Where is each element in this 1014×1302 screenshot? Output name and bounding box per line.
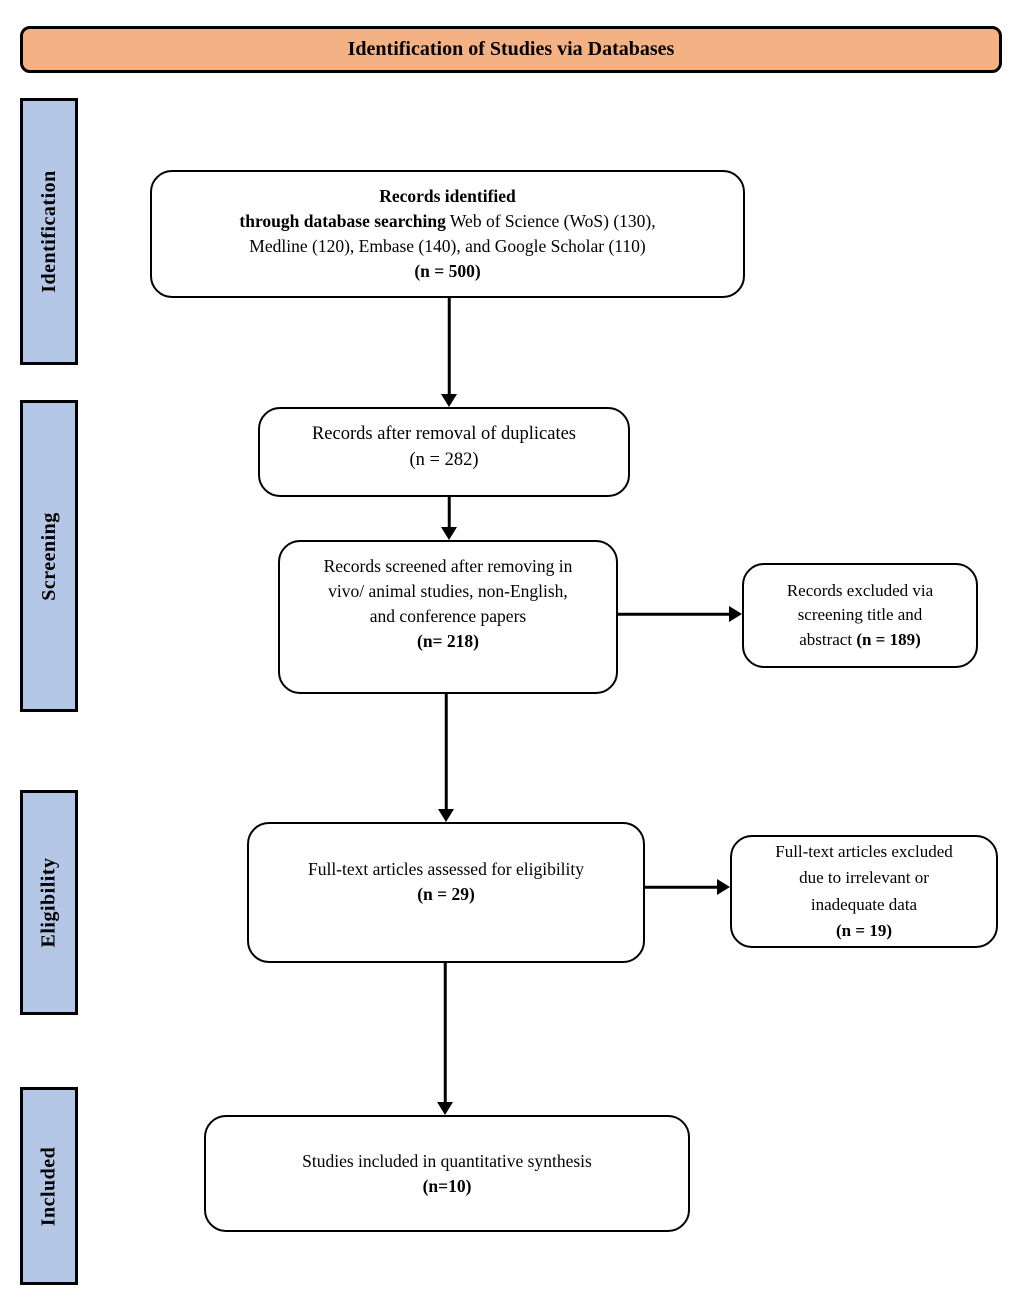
excluded-screening-line2: screening title and xyxy=(797,605,923,625)
records-identified-line1: Records identified xyxy=(379,186,516,207)
excluded-title-abstract-box xyxy=(742,563,978,668)
stage-bar-included xyxy=(20,1087,78,1285)
fulltext-excluded-line1: Full-text articles excluded xyxy=(775,841,953,861)
arrow-shaft xyxy=(448,298,451,396)
included-synthesis-count: (n=10) xyxy=(422,1175,472,1196)
arrow-duplicates-to-screened xyxy=(441,497,457,540)
arrow-head-right-icon xyxy=(717,879,730,895)
excluded-screening-line1: Records excluded via xyxy=(786,581,934,601)
stage-label-eligibility: Eligibility xyxy=(37,857,60,948)
duplicates-removed-count: (n = 282) xyxy=(409,450,479,471)
arrow-head-down-icon xyxy=(437,1102,453,1115)
arrow-shaft xyxy=(618,613,731,616)
records-identified-line3: Medline (120), Embase (140), and Google Scholar (110) xyxy=(249,236,646,256)
arrow-shaft xyxy=(645,886,719,889)
stage-bar-identification xyxy=(20,98,78,365)
arrow-head-right-icon xyxy=(729,606,742,622)
duplicates-removed-line1: Records after removal of duplicates xyxy=(311,424,577,444)
records-screened-box xyxy=(278,540,618,694)
page-title: Identification of Studies via Databases xyxy=(347,38,675,60)
arrow-shaft xyxy=(445,694,448,811)
arrow-shaft xyxy=(448,497,451,529)
arrow-head-down-icon xyxy=(441,527,457,540)
arrow-fulltext-to-excluded xyxy=(645,879,730,895)
arrow-screened-to-excluded xyxy=(618,606,742,622)
title-banner xyxy=(20,26,1002,73)
records-screened-line3: and conference papers xyxy=(369,605,527,626)
stage-label-included: Included xyxy=(37,1146,60,1226)
arrow-head-down-icon xyxy=(438,809,454,822)
arrow-shaft xyxy=(444,963,447,1104)
included-synthesis-box xyxy=(204,1115,690,1232)
arrow-head-down-icon xyxy=(441,394,457,407)
fulltext-assessed-count: (n = 29) xyxy=(417,883,475,904)
records-identified-line2: through database searching Web of Science (WoS) (130), xyxy=(239,211,656,232)
arrow-identified-to-duplicates xyxy=(441,298,457,407)
stage-label-screening: Screening xyxy=(37,511,60,601)
fulltext-excluded-line3: inadequate data xyxy=(810,894,918,914)
arrow-fulltext-to-included xyxy=(437,963,453,1115)
fulltext-assessed-box xyxy=(247,822,645,963)
records-screened-count: (n= 218) xyxy=(417,630,479,651)
excluded-screening-line3: abstract (n = 189) xyxy=(799,629,921,649)
arrow-screened-to-fulltext xyxy=(438,694,454,822)
fulltext-excluded-count: (n = 19) xyxy=(836,920,892,940)
fulltext-excluded-line2: due to irrelevant or xyxy=(799,868,929,888)
records-screened-line1: Records screened after removing in xyxy=(323,556,573,576)
records-identified-box xyxy=(150,170,745,298)
duplicates-removed-box xyxy=(258,407,630,497)
fulltext-excluded-box xyxy=(730,835,998,948)
stage-label-identification: Identification xyxy=(37,170,60,293)
records-identified-count: (n = 500) xyxy=(414,260,481,281)
fulltext-assessed-line1: Full-text articles assessed for eligibility xyxy=(307,858,585,879)
stage-bar-eligibility xyxy=(20,790,78,1015)
included-synthesis-line1: Studies included in quantitative synthesis xyxy=(302,1150,592,1171)
records-screened-line2: vivo/ animal studies, non-English, xyxy=(328,580,568,601)
stage-bar-screening xyxy=(20,400,78,712)
